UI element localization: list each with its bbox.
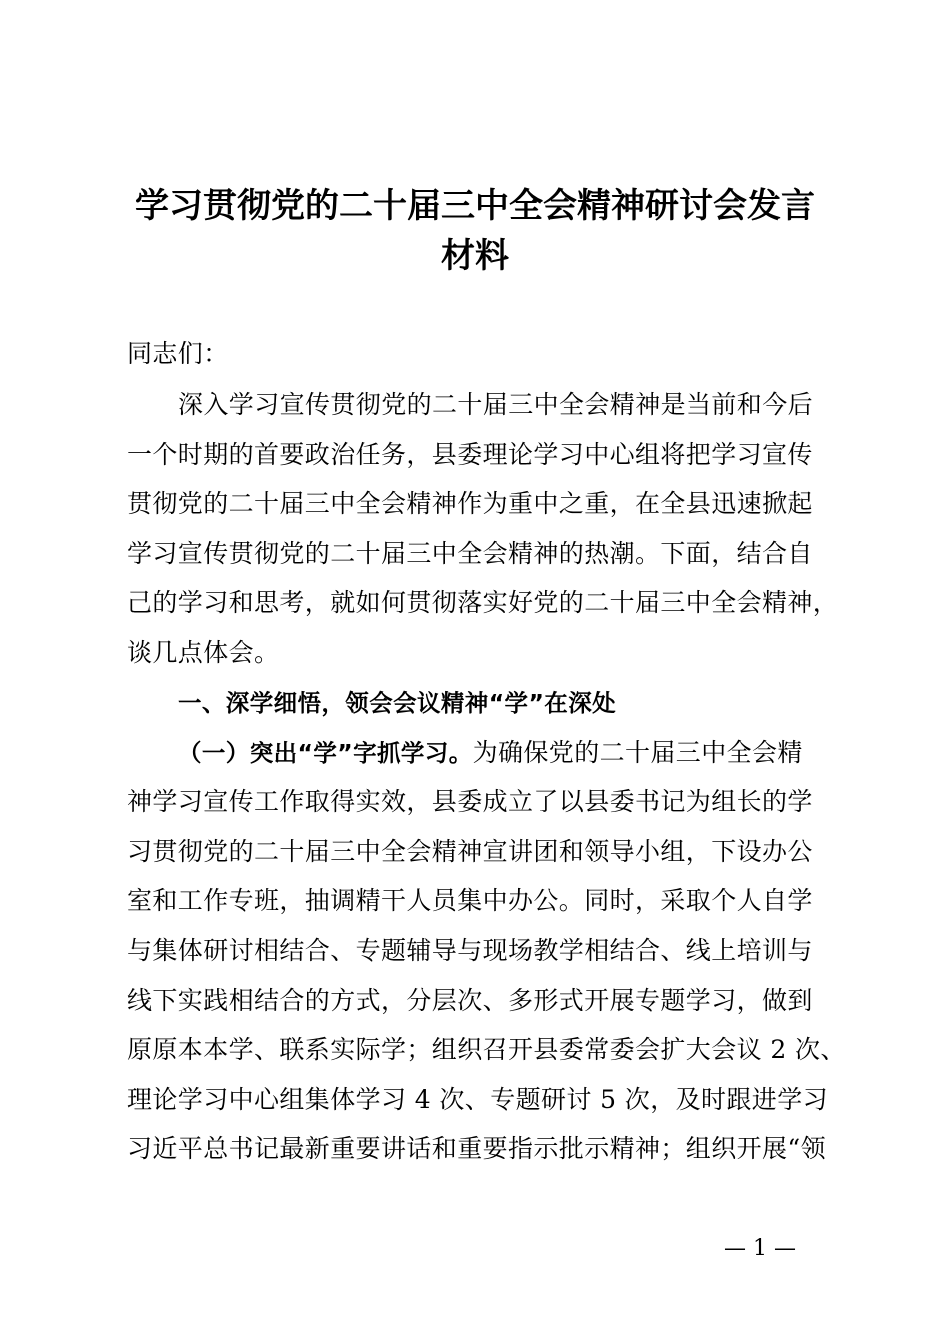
document-title-line2: 材料 (441, 236, 509, 276)
paragraph-line: 室和工作专班，抽调精干人员集中办公。同时，采取个人自学 (127, 886, 813, 915)
paragraph-line: 与集体研讨相结合、专题辅导与现场教学相结合、线上培训与 (127, 936, 813, 965)
salutation: 同志们： (127, 339, 229, 368)
section-heading: 一、深学细悟，领会会议精神“学”在深处 (178, 689, 616, 717)
paragraph-line: 理论学习中心组集体学习 4 次、专题研讨 5 次，及时跟进学习 (127, 1085, 829, 1114)
page-number: — 1 — (724, 1236, 796, 1261)
paragraph-line: 神学习宣传工作取得实效，县委成立了以县委书记为组长的学 (127, 787, 813, 816)
paragraph-line: 线下实践相结合的方式，分层次、多形式开展专题学习，做到 (127, 986, 813, 1015)
paragraph-line: 深入学习宣传贯彻党的二十届三中全会精神是当前和今后 (178, 390, 814, 419)
paragraph-line: 一个时期的首要政治任务，县委理论学习中心组将把学习宣传 (127, 440, 813, 469)
paragraph-line: 贯彻党的二十届三中全会精神作为重中之重，在全县迅速掀起 (127, 489, 813, 518)
subsection-heading: （一）突出“学”字抓学习。 (178, 739, 473, 767)
paragraph-line: 习近平总书记最新重要讲话和重要指示批示精神；组织开展“领 (127, 1134, 826, 1163)
paragraph-text: 为确保党的二十届三中全会精 (472, 738, 803, 767)
paragraph-line: 己的学习和思考，就如何贯彻落实好党的二十届三中全会精神， (127, 588, 839, 617)
paragraph-line (178, 736, 803, 770)
paragraph-line: 原原本本学、联系实际学；组织召开县委常委会扩大会议 2 次、 (127, 1035, 846, 1064)
paragraph-line: 习贯彻党的二十届三中全会精神宣讲团和领导小组，下设办公 (127, 837, 813, 866)
paragraph-line: 谈几点体会。 (127, 638, 280, 667)
document-title-line1: 学习贯彻党的二十届三中全会精神研讨会发言 (135, 186, 815, 226)
paragraph-line: 学习宣传贯彻党的二十届三中全会精神的热潮。下面，结合自 (127, 539, 813, 568)
